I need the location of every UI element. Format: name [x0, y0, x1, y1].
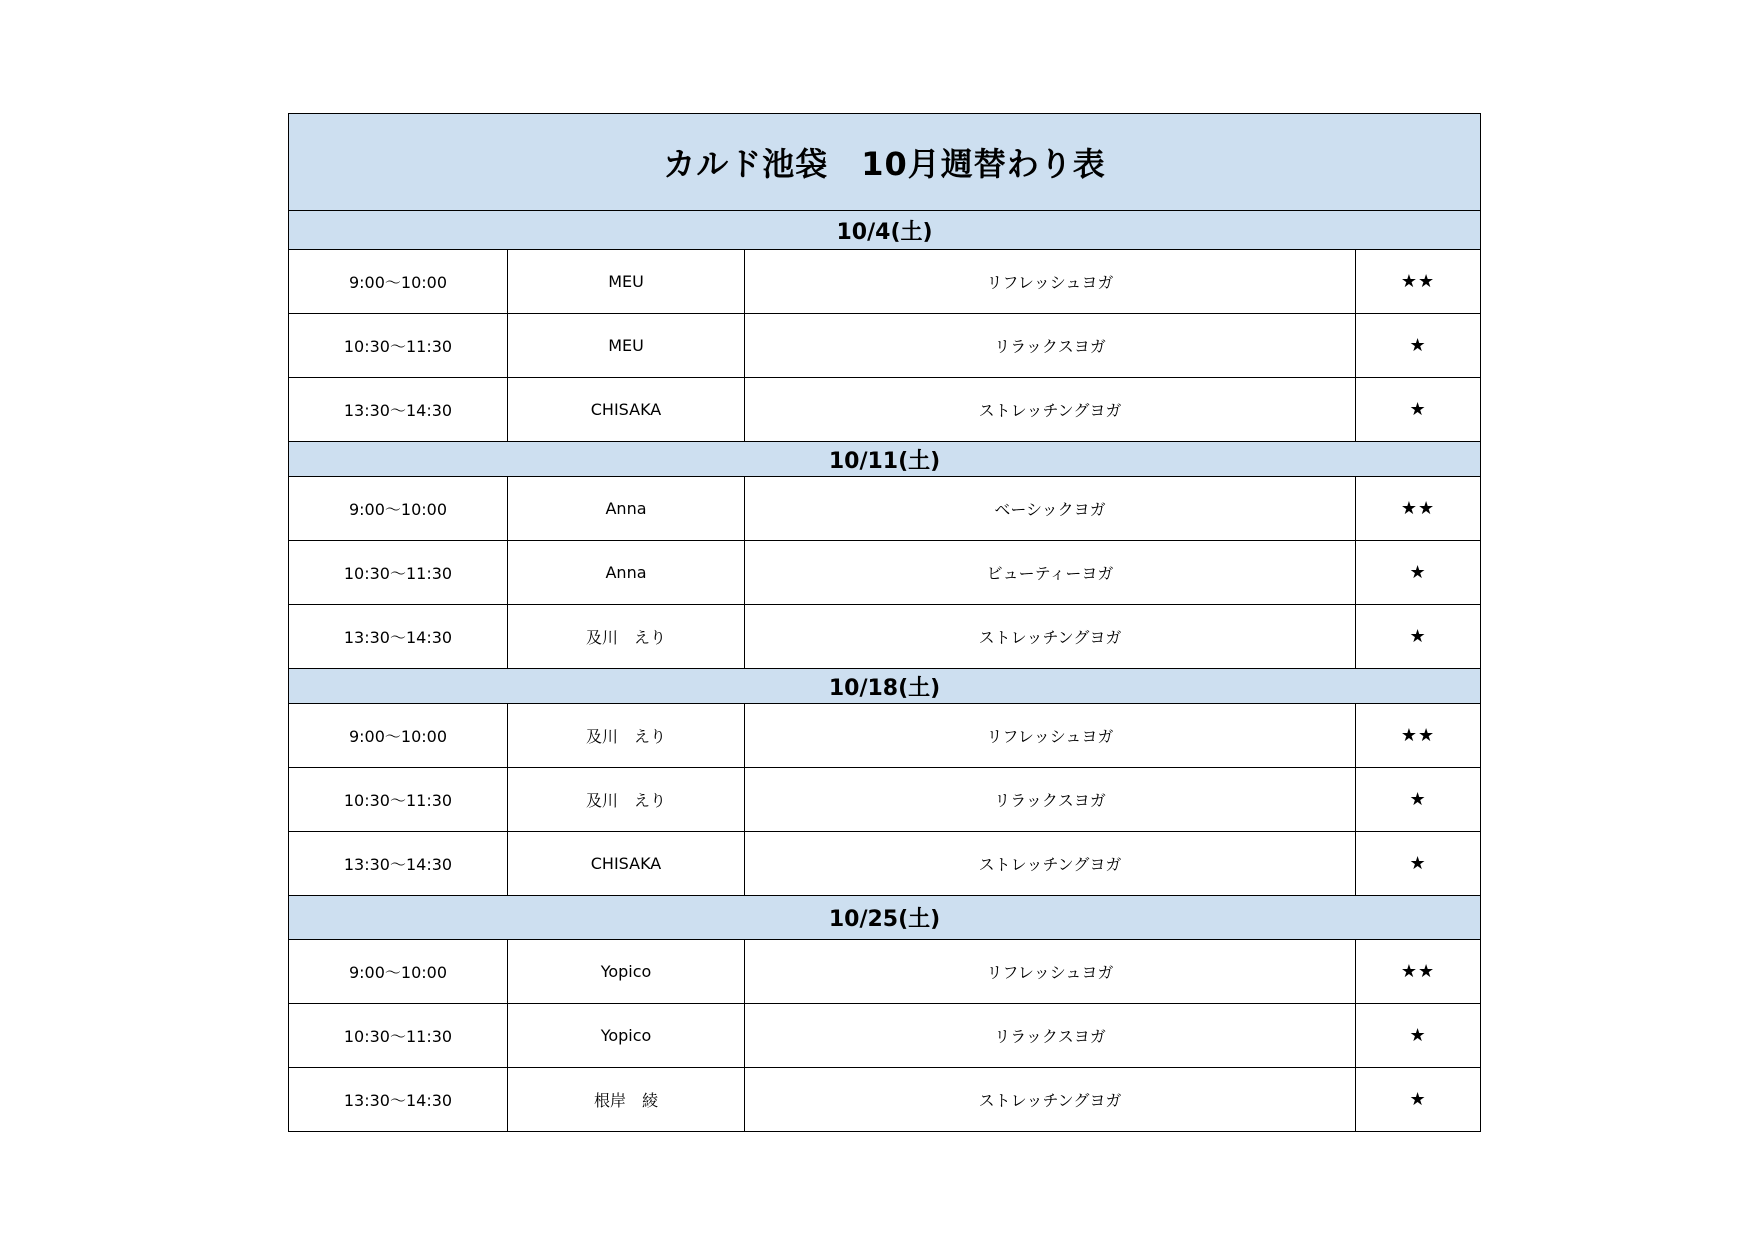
table-row — [289, 541, 1481, 605]
class-time: 10:30～11:30 — [289, 541, 508, 605]
class-name: リラックスヨガ — [745, 768, 1356, 832]
class-name: リフレッシュヨガ — [745, 250, 1356, 314]
page-title: カルド池袋 10月週替わり表 — [289, 114, 1481, 211]
class-time: 9:00～10:00 — [289, 704, 508, 768]
date-row — [289, 669, 1481, 704]
class-name: リラックスヨガ — [745, 314, 1356, 378]
class-level: ★ — [1356, 378, 1481, 442]
class-name: ストレッチングヨガ — [745, 378, 1356, 442]
class-teacher: 及川 えり — [508, 768, 745, 832]
class-level: ★ — [1356, 832, 1481, 896]
table-row — [289, 378, 1481, 442]
class-name: リフレッシュヨガ — [745, 704, 1356, 768]
class-teacher: CHISAKA — [508, 378, 745, 442]
date-row — [289, 896, 1481, 940]
class-teacher: 及川 えり — [508, 605, 745, 669]
class-time: 13:30～14:30 — [289, 378, 508, 442]
class-level: ★★ — [1356, 250, 1481, 314]
table-row — [289, 477, 1481, 541]
class-time: 13:30～14:30 — [289, 832, 508, 896]
table-row — [289, 605, 1481, 669]
class-level: ★ — [1356, 1068, 1481, 1132]
table-row — [289, 250, 1481, 314]
class-level: ★★ — [1356, 477, 1481, 541]
class-name: ストレッチングヨガ — [745, 1068, 1356, 1132]
class-name: ビューティーヨガ — [745, 541, 1356, 605]
class-time: 10:30～11:30 — [289, 768, 508, 832]
table-row — [289, 768, 1481, 832]
class-level: ★★ — [1356, 940, 1481, 1004]
class-level: ★ — [1356, 1004, 1481, 1068]
table-row — [289, 314, 1481, 378]
class-teacher: MEU — [508, 250, 745, 314]
table-row — [289, 1004, 1481, 1068]
class-time: 9:00～10:00 — [289, 250, 508, 314]
class-teacher: Yopico — [508, 1004, 745, 1068]
class-level: ★ — [1356, 768, 1481, 832]
table-row — [289, 1068, 1481, 1132]
class-level: ★ — [1356, 541, 1481, 605]
schedule-sheet — [288, 113, 1480, 1132]
week-date: 10/4(土) — [289, 211, 1481, 250]
class-teacher: 根岸 綾 — [508, 1068, 745, 1132]
class-name: リフレッシュヨガ — [745, 940, 1356, 1004]
class-teacher: MEU — [508, 314, 745, 378]
schedule-table — [288, 113, 1481, 1132]
class-level: ★ — [1356, 314, 1481, 378]
class-level: ★★ — [1356, 704, 1481, 768]
class-name: ベーシックヨガ — [745, 477, 1356, 541]
class-name: リラックスヨガ — [745, 1004, 1356, 1068]
table-row — [289, 832, 1481, 896]
class-time: 10:30～11:30 — [289, 314, 508, 378]
class-time: 13:30～14:30 — [289, 1068, 508, 1132]
table-row — [289, 704, 1481, 768]
class-name: ストレッチングヨガ — [745, 832, 1356, 896]
class-teacher: Yopico — [508, 940, 745, 1004]
date-row — [289, 211, 1481, 250]
week-date: 10/11(土) — [289, 442, 1481, 477]
date-row — [289, 442, 1481, 477]
week-date: 10/18(土) — [289, 669, 1481, 704]
class-time: 13:30～14:30 — [289, 605, 508, 669]
week-date: 10/25(土) — [289, 896, 1481, 940]
class-teacher: 及川 えり — [508, 704, 745, 768]
class-teacher: Anna — [508, 477, 745, 541]
title-row — [289, 114, 1481, 211]
class-teacher: Anna — [508, 541, 745, 605]
class-time: 9:00～10:00 — [289, 477, 508, 541]
class-time: 9:00～10:00 — [289, 940, 508, 1004]
class-teacher: CHISAKA — [508, 832, 745, 896]
table-row — [289, 940, 1481, 1004]
class-level: ★ — [1356, 605, 1481, 669]
class-time: 10:30～11:30 — [289, 1004, 508, 1068]
class-name: ストレッチングヨガ — [745, 605, 1356, 669]
